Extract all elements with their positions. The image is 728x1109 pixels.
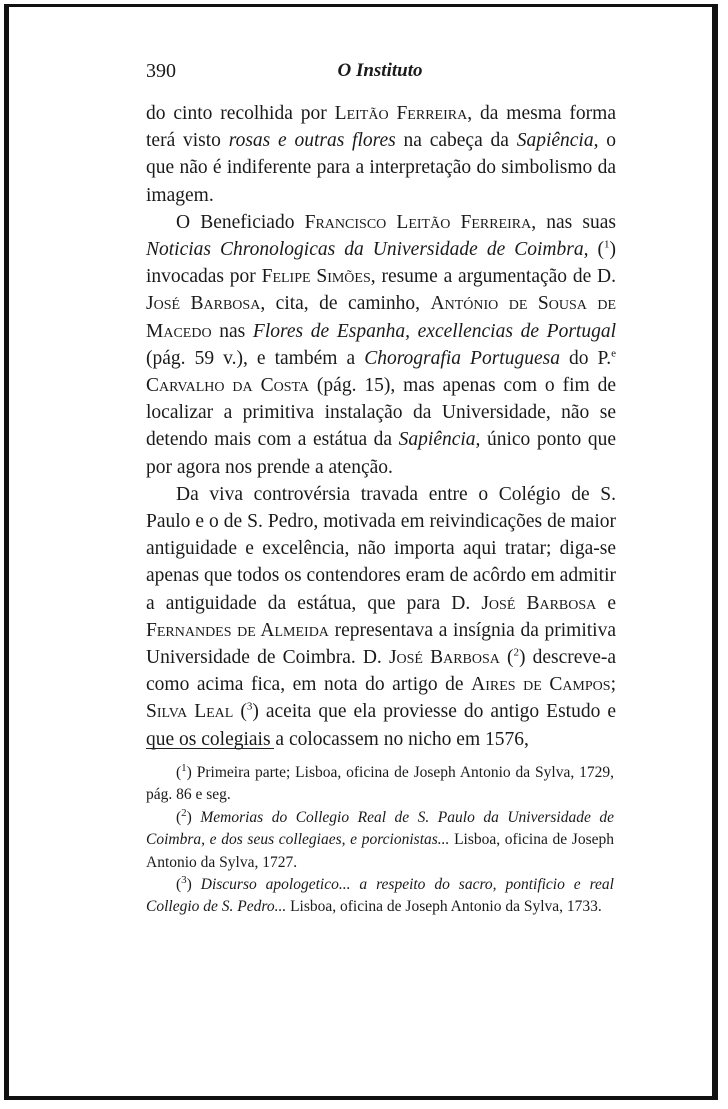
author-name: Carvalho da Costa (146, 375, 310, 397)
page-header (146, 60, 614, 88)
body-text (146, 100, 616, 753)
running-title: O Instituto (337, 60, 423, 81)
footnote-rule (146, 748, 274, 749)
author-name: António de Sousa de Macedo (146, 293, 616, 342)
footnote-1: ($^1$) Primeira parte; Lisboa, oficina de Joseph Antonio da Sylva, 1729, pág. 86 e seg. (146, 761, 614, 804)
author-name: José Barbosa (388, 647, 500, 669)
footnote-3: ($^3$) Discurso apologetico... a respeito do sacro, pontificio e real Collegio de S. Pedro... Lisboa, oficina de Joseph Antonio da Sylva, 1733. (146, 873, 614, 916)
book-title: Noticias Chronologicas da Universidade de Coimbra, (146, 239, 589, 261)
author-name: Felipe Simões (261, 266, 371, 288)
book-title: Flores de Espanha, excellencias de Portugal (252, 320, 616, 342)
book-title: Chorografia Portuguesa (364, 347, 560, 369)
paragraph-3: Da viva controvérsia travada entre o Colégio de S. Paulo e o de S. Pedro, motivada em reivindicações de maior antiguidade e excelência, não importa aqui tratar; diga-se apenas que todos os contendores eram de acôrdo em admitir a antiguidade da estátua, que para D. José Barbosa e Fernandes de Almeida representava a insígnia da primitiva Universidade de Coimbra. D. José Barbosa ($^2$) descreve-a como acima fica, em nota do artigo de Aires de Campos; Silva Leal ($^3$) aceita que ela proviesse do antigo Estudo e que os colegiais a colocassem no nicho em 1576, (146, 483, 617, 750)
italic-phrase: Sapiência, (398, 429, 481, 451)
italic-phrase: rosas e outras flores (228, 130, 396, 152)
author-name: Fernandes de Almeida (146, 619, 329, 641)
author-name: José Barbosa (481, 592, 597, 614)
author-name: Silva Leal (146, 701, 234, 723)
author-name: Leitão Ferreira (334, 103, 468, 124)
footnote-ref-1: 1 (604, 238, 610, 251)
author-name: Francisco Leitão Ferreira (304, 211, 532, 233)
footnote-2: ($^2$) Memorias do Collegio Real de S. Paulo da Universidade de Coimbra, e dos seus collegiaes, e porcionistas... Lisboa, oficina de Joseph Antonio da Sylva, 1727. (146, 806, 614, 871)
author-name: José Barbosa (146, 293, 261, 315)
author-name: Aires de Campos (471, 674, 611, 696)
paragraph-1: do cinto recolhida por Leitão Ferreira, da mesma forma terá visto rosas e outras flores na cabeça da Sapiência, o que não é indiferente para a interpretação do simbolismo da imagem. (146, 103, 617, 206)
page-number: 390 (146, 60, 176, 82)
footnote-ref-2: 2 (513, 646, 520, 659)
footnote-ref-3: 3 (246, 700, 253, 713)
paragraph-2: O Beneficiado Francisco Leitão Ferreira, nas suas Noticias Chronologicas da Universidade de Coimbra, ($^1$) invocadas por Felipe Simões, resume a argumentação de D. José Barbosa, cita, de caminho, António de Sousa de Macedo nas Flores de Espanha, excellencias de Portugal (pág. 59 v.), e também a Chorografia Portuguesa do P.$^e$ Carvalho da Costa (pág. 15), mas apenas com o fim de localizar a primitiva instalação da Universidade, não se detendo mais com a estátua da Sapiência, único ponto que por agora nos prende a atenção. (146, 211, 617, 478)
footnotes (146, 762, 614, 919)
italic-phrase: Sapiência (516, 130, 594, 152)
